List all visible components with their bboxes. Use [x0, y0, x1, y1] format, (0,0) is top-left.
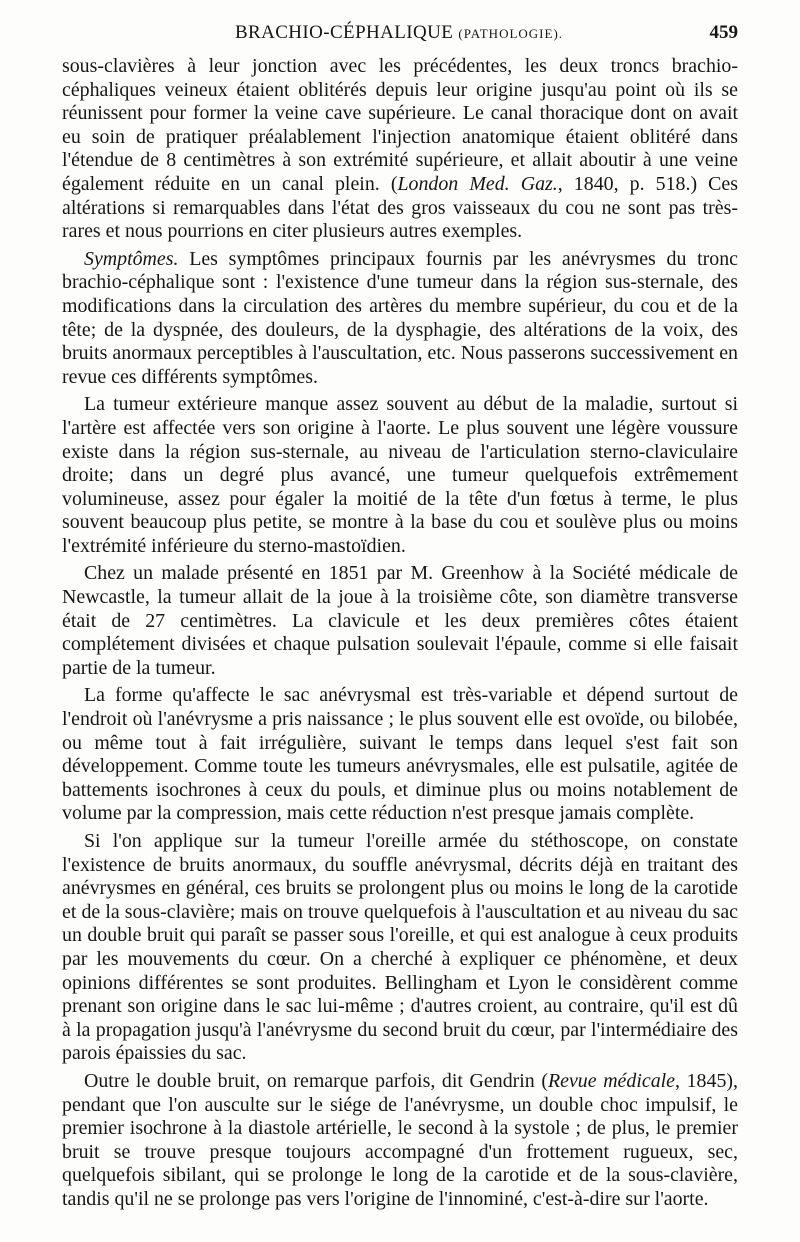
- page-number: 459: [709, 22, 738, 43]
- paragraph-text: Les symptômes principaux fournis par les anévrysmes du tronc brachio-céphalique sont : l'existence d'une tumeur dans la région sus-sternale, des modifications dans la circulation des artères du membre supérieur, du cou et de la tête; de la dyspnée, des douleurs, de la dysphagie, des altérations de la voix, des bruits anormaux perceptibles à l'auscultation, etc. Nous passerons successivement en revue ces différents symptômes.: [62, 247, 738, 388]
- paragraph-text: , 1845), pendant que l'on ausculte sur le siége de l'anévrysme, un double choc impulsif, le premier isochrone à la diastole artérielle, le second à la systole ; de plus, le premier bruit se trouve presque toujours accompagné d'un frottement rugueux, sec, quelquefois sibilant, qui se prolonge le long de la carotide et de la sous-clavière, tandis qu'il ne se prolonge pas vers l'origine de l'innominé, c'est-à-dire sur l'aorte.: [62, 1069, 738, 1210]
- paragraph-text: , 1840, p. 518.) Ces altérations si remarquables dans l'état des gros vaisseaux du cou ne sont pas très-rares et nous pourrions en citer plusieurs autres exemples.: [62, 172, 738, 243]
- paragraph-gendrin: [62, 1070, 738, 1212]
- citation: Revue médicale: [547, 1069, 675, 1092]
- section-heading: Symptômes.: [84, 247, 179, 270]
- body-text: [62, 55, 738, 1216]
- paragraph-text: sous-clavières à leur jonction avec les précédentes, les deux troncs brachio-céphaliques veineux étaient oblitérés depuis leur origine jusqu'au point où ils se réunissent pour former la veine cave supérieure. Le canal thoracique dont on avait eu soin de pratiquer préalablement l'injection anatomique étaient oblitéré dans l'étendue de 8 centimètres à son extrémité supérieure, et allait aboutir à une veine également réduite en un canal plein. (: [62, 55, 738, 195]
- citation: London Med. Gaz.: [397, 172, 558, 195]
- paragraph-tumeur: [62, 393, 738, 558]
- paragraph-forme: [62, 684, 738, 826]
- paragraph-greenhow: [62, 562, 738, 680]
- header-subtitle: (PATHOLOGIE).: [458, 26, 564, 41]
- paragraph-text: Si l'on applique sur la tumeur l'oreille armée du stéthoscope, on constate l'existence de bruits anormaux, du souffle anévrysmal, décrits déjà en traitant des anévrysmes en général, ces bruits se prolongent plus ou moins le long de la carotide et de la sous-clavière; mais on trouve quelquefois à l'auscultation et au niveau du sac un double bruit qui paraît se passer sous l'oreille, et qui est analogue à ceux produits par les mouvements du cœur. On a cherché à expliquer ce phénomène, et deux opinions différentes se sont produites. Bellingham et Lyon le considèrent comme prenant son origine dans le sac lui-même ; d'autres croient, au contraire, qu'il est dû à la propagation jusqu'à l'anévrysme du second bruit du cœur, par l'intermédiaire des parois épaissies du sac.: [62, 830, 738, 1065]
- header-title: BRACHIO-CÉPHALIQUE: [234, 22, 454, 43]
- paragraph-symptomes: [62, 248, 738, 390]
- paragraph-text: La forme qu'affecte le sac anévrysmal est très-variable et dépend surtout de l'endroit où l'anévrysme a pris naissance ; le plus souvent elle est ovoïde, ou bilobée, ou même tout à fait irrégulière, suivant le temps dans lequel s'est fait son développement. Comme toute les tumeurs anévrysmales, elle est pulsatile, agitée de battements isochrones à ceux du pouls, et diminue plus ou moins notablement de volume par la compression, mais cette réduction n'est presque jamais complète.: [62, 684, 738, 825]
- paragraph-continuation: [62, 55, 738, 244]
- running-title: [60, 22, 738, 44]
- paragraph-text: La tumeur extérieure manque assez souvent au début de la maladie, surtout si l'artère est affectée vers son origine à l'aorte. Le plus souvent une légère voussure existe dans la région sus-sternale, au niveau de l'articulation sterno-claviculaire droite; dans un degré plus avancé, une tumeur quelquefois extrêmement volumineuse, assez pour égaler la moitié de la tête d'un fœtus à terme, le plus souvent beaucoup plus petite, se montre à la base du cou et soulève plus ou moins l'extrémité inférieure du sterno-mastoïdien.: [62, 393, 738, 557]
- running-head: [60, 22, 738, 52]
- paragraph-auscultation: [62, 830, 738, 1066]
- paragraph-text: Chez un malade présenté en 1851 par M. Greenhow à la Société médicale de Newcastle, la tumeur allait de la joue à la troisième côte, son diamètre transverse était de 27 centimètres. La clavicule et les deux premières côtes étaient complétement divisées et chaque pulsation soulevait l'épaule, comme si elle faisait partie de la tumeur.: [62, 562, 738, 679]
- paragraph-text: Outre le double bruit, on remarque parfois, dit Gendrin (: [84, 1069, 548, 1092]
